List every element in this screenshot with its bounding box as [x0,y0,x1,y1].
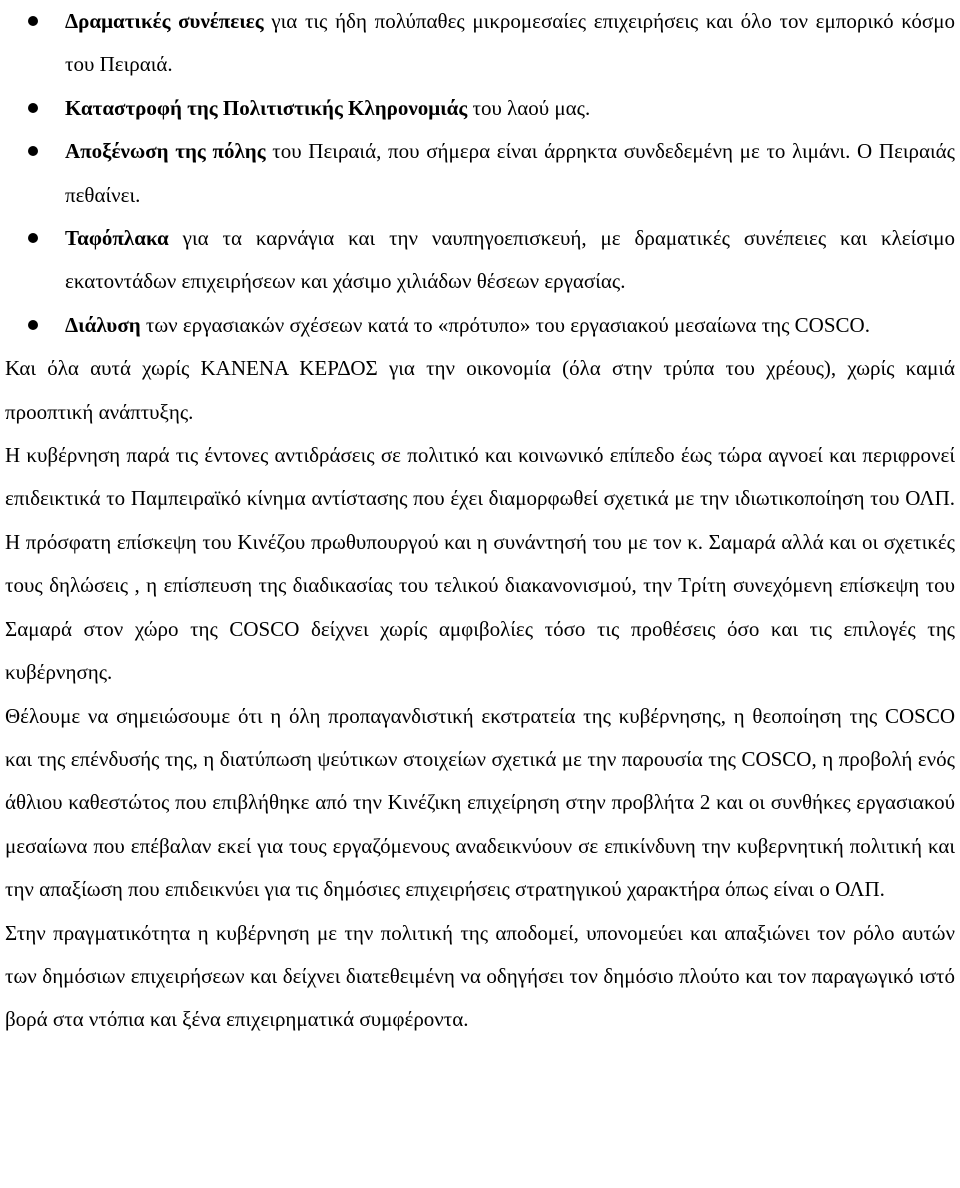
bullet-item [5,217,955,304]
bullet-lead: Δραματικές συνέπειες [65,9,264,33]
bullet-item [5,130,955,217]
bullet-dot-icon [28,320,38,330]
bullet-dot-icon [28,146,38,156]
bullet-text: του λαού μας. [467,95,591,120]
bullet-lead: Ταφόπλακα [65,226,169,251]
paragraph: Η κυβέρνηση παρά τις έντονες αντιδράσεις σε πολιτικό και κοινωνικό επίπεδο έως τώρα αγνοεί και περιφρονεί επιδεικτικά το Παμπειραϊκό κίνημα αντίστασης που έχει διαμορφωθεί σχετικά με την ιδιωτικοποίηση του ΟΛΠ. Η πρόσφατη επίσκεψη του Κινέζου πρωθυπουργού και η συνάντησή του με τον κ. Σαμαρά αλλά και οι σχετικές τους δηλώσεις , η επίσπευση της διαδικασίας του τελικού διακανονισμού, την Τρίτη συνεχόμενη επίσκεψη του Σαμαρά στον χώρο της COSCO δείχνει χωρίς αμφιβολίες τόσο τις προθέσεις όσο και τις επιλογές της κυβέρνησης. [5,443,955,685]
paragraph: Θέλουμε να σημειώσουμε ότι η όλη προπαγανδιστική εκστρατεία της κυβέρνησης, η θεοποίηση της COSCO και της επένδυσής της, η διατύπωση ψεύτικων στοιχείων σχετικά με την παρουσία της COSCO, η προβολή ενός άθλιου καθεστώτος που επιβλήθηκε από την Κινέζικη επιχείρηση στην προβλήτα 2 και οι συνθήκες εργασιακού μεσαίωνα που επέβαλαν εκεί για τους εργαζόμενους αναδεικνύουν σε επικίνδυνη την κυβερνητική πολιτική και την απαξίωση που επιδεικνύει για τις δημόσιες επιχειρήσεις στρατηγικού χαρακτήρα όπως είναι ο ΟΛΠ. [5,703,955,902]
bullet-item [5,0,955,87]
bullet-lead: Αποξένωση της πόλης [65,139,266,164]
bullet-dot-icon [28,16,38,26]
bullet-text: για τα καρνάγια και την ναυπηγοεπισκευή, με δραματικές συνέπειες και κλείσιμο εκατοντάδων επιχειρήσεων και χάσιμο χιλιάδων θέσεων εργασίας. [65,226,955,294]
bullet-item [5,87,955,130]
bullet-text: για τις ήδη πολύπαθες μικρομεσαίες επιχειρήσεις και όλο τον εμπορικό κόσμο του Πειραιά. [65,9,955,77]
bullet-list [5,0,955,347]
bullet-text: των εργασιακών σχέσεων κατά το «πρότυπο» του εργασιακού μεσαίωνα της COSCO. [140,312,870,337]
paragraph: Και όλα αυτά χωρίς ΚΑΝΕΝΑ ΚΕΡΔΟΣ για την οικονομία (όλα στην τρύπα του χρέους), χωρίς καμιά προοπτική ανάπτυξης. [5,356,955,424]
bullet-dot-icon [28,233,38,243]
bullet-lead: Διάλυση [65,312,141,337]
document-page [5,0,955,1042]
bullet-dot-icon [28,103,38,113]
bullet-lead: Καταστροφή της Πολιτιστικής Κληρονομιάς [65,95,468,120]
bullet-item [5,304,955,347]
bullet-text: του Πειραιά, που σήμερα είναι άρρηκτα συνδεδεμένη με το λιμάνι. Ο Πειραιάς πεθαίνει. [65,139,955,207]
paragraph: Στην πραγματικότητα η κυβέρνηση με την πολιτική της αποδομεί, υπονομεύει και απαξιώνει τον ρόλο αυτών των δημόσιων επιχειρήσεων και δείχνει διατεθειμένη να οδηγήσει τον δημόσιο πλούτο και τον παραγωγικό ιστό βορά στα ντόπια και ξένα επιχειρηματικά συμφέροντα. [5,920,955,1032]
